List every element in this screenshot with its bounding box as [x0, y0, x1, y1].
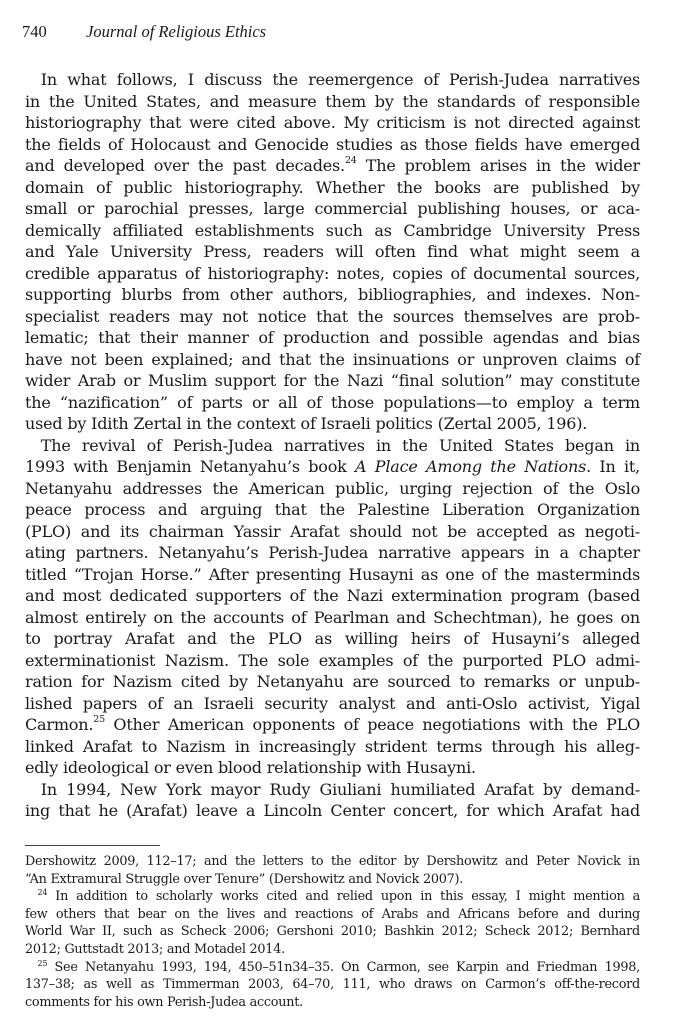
footnote-25	[25, 959, 640, 977]
body-line: used by Idith Zertal in the context of Israeli politics (Zertal 2005, 196).	[25, 414, 588, 433]
body-line: The revival of Perish-Judea narratives in the United States began in	[25, 435, 640, 455]
body-line: credible apparatus of historiography: notes, copies of documental sources,	[25, 263, 640, 283]
body-line: supporting blurbs from other authors, bibliographies, and indexes. Non-	[25, 285, 640, 304]
footnote-divider	[25, 845, 160, 846]
body-line-text: The problem arises in the wider	[356, 156, 640, 175]
body-line: small or parochial presses, large commercial publishing houses, or aca-	[25, 199, 640, 218]
body-line: In 1994, New York mayor Rudy Giuliani humiliated Arafat by demand-	[25, 779, 640, 799]
body-line: exterminationist Nazism. The sole examples of the purported PLO admi-	[25, 650, 640, 670]
journal-title: Journal of Religious Ethics	[86, 22, 267, 41]
footnote-line: “An Extramural Struggle over Tenure” (Dershowitz and Novick 2007).	[25, 871, 464, 887]
body-line: peace process and arguing that the Palestine Liberation Organization	[25, 500, 640, 519]
body-line: wider Arab or Muslim support for the Nazi “final solution” may constitute	[25, 371, 640, 390]
body-line-text: Other American opponents of peace negotiations with the PLO	[104, 715, 640, 734]
body-line: almost entirely on the accounts of Pearlman and Schechtman), he goes on	[25, 607, 640, 627]
page-number: 740	[22, 22, 47, 41]
footnote-24	[25, 888, 640, 906]
body-line: specialist readers may not notice that the sources themselves are prob-	[25, 306, 640, 326]
footnote-line: few others that bear on the lives and reactions of Arabs and Africans before and during	[25, 906, 640, 922]
body-line: ating partners. Netanyahu’s Perish-Judea narrative appears in a chapter	[25, 543, 640, 562]
footnote-ref-25[interactable]: 25	[93, 714, 105, 725]
body-line	[25, 714, 640, 736]
footnote-line-text: See Netanyahu 1993, 194, 450–51n34–35. On Carmon, see Karpin and Friedman 1998,	[47, 959, 640, 975]
body-line: lished papers of an Israeli security analyst and anti-Oslo activist, Yigal	[25, 693, 640, 713]
body-line: (PLO) and its chairman Yassir Arafat should not be accepted as negoti-	[25, 521, 640, 541]
body-line: demically affiliated establishments such as Cambridge University Press	[25, 220, 640, 240]
body-line: In what follows, I discuss the reemergence of Perish-Judea narratives	[25, 70, 640, 89]
body-line: the “nazification” of parts or all of those populations—to employ a term	[25, 392, 640, 412]
body-line: the fields of Holocaust and Genocide studies as those fields have emerged	[25, 134, 640, 154]
footnote-line: comments for his own Perish-Judea account.	[25, 994, 303, 1010]
body-line	[25, 456, 640, 478]
footnote-line: Dershowitz 2009, 112–17; and the letters to the editor by Dershowitz and Peter Novick in	[25, 854, 640, 869]
body-line: domain of public historiography. Whether the books are published by	[25, 177, 640, 197]
body-line: and most dedicated supporters of the Nazi extermination program (based	[25, 586, 640, 605]
body-line	[25, 155, 640, 177]
body-line: linked Arafat to Nazism in increasingly strident terms through his alleg-	[25, 736, 640, 756]
body-line: ing that he (Arafat) leave a Lincoln Center concert, for which Arafat had	[25, 801, 640, 820]
footnotes	[25, 853, 640, 1011]
body-line: and Yale University Press, readers will often find what might seem a	[25, 242, 640, 261]
body-line-text: Carmon.	[25, 715, 94, 734]
footnote-marker: 25	[37, 958, 48, 968]
body-line: have not been explained; and that the insinuations or unproven claims of	[25, 349, 640, 369]
running-header	[22, 22, 662, 42]
footnote-line: 2012; Guttstadt 2013; and Motadel 2014.	[25, 941, 285, 957]
body-line: in the United States, and measure them by the standards of responsible	[25, 91, 640, 111]
footnote-ref-24[interactable]: 24	[344, 155, 357, 166]
body-line: to portray Arafat and the PLO as willing heirs of Husayni’s alleged	[25, 629, 640, 648]
body-line: ration for Nazism cited by Netanyahu are sourced to remarks or unpub-	[25, 672, 640, 691]
footnote-line: 137–38; as well as Timmerman 2003, 64–70, 111, who draws on Carmon’s off-the-record	[25, 977, 640, 993]
body-line-text: 1993 with Benjamin Netanyahu’s book	[25, 457, 347, 476]
body-line: lematic; that their manner of production and possible agendas and bias	[25, 328, 640, 347]
footnote-line-text: In addition to scholarly works cited and relied upon in this essay, I might mention a	[47, 889, 640, 905]
body-line: Netanyahu addresses the American public, urging rejection of the Oslo	[25, 478, 640, 498]
body-line: edly ideological or even blood relationship with Husayni.	[25, 758, 476, 777]
footnote-line: World War II, such as Scheck 2006; Gershoni 2010; Bashkin 2012; Scheck 2012; Bernhard	[25, 924, 640, 940]
body-line-text: . In it,	[586, 457, 640, 476]
footnote-marker: 24	[37, 888, 48, 898]
body-line: titled “Trojan Horse.” After presenting Husayni as one of the masterminds	[25, 564, 640, 584]
body-line-text: and developed over the past decades.	[25, 156, 345, 175]
body-text	[25, 69, 640, 822]
book-title: A Place Among the Nations	[355, 457, 587, 476]
body-line: historiography that were cited above. My criticism is not directed against	[25, 113, 640, 132]
